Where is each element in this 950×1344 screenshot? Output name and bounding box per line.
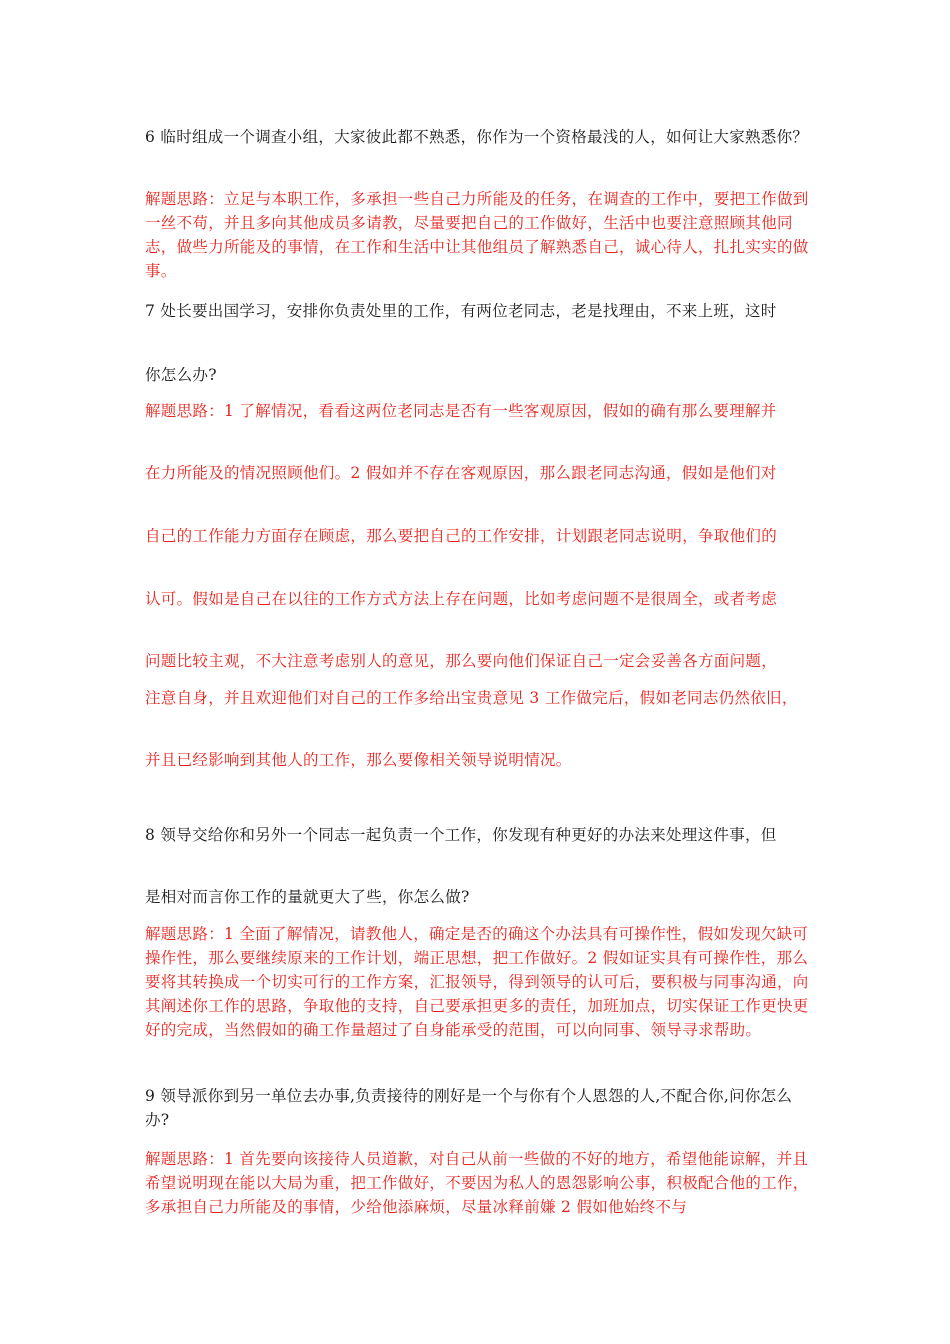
answer-7-line-7: 并且已经影响到其他人的工作，那么要像相关领导说明情况。 [145,751,572,769]
answer-9: 解题思路：1 首先要向该接待人员道歉，对自己从前一些做的不好的地方，希望他能谅解，并且希望说明现在能以大局为重，把工作做好，不要因为私人的恩怨影响公事，积极配合他的工作，多承担自己力所能及的事情，少给他添麻烦，尽量冰释前嫌 2 假如他始终不与 [145,1150,809,1216]
question-8-line-2: 是相对而言你工作的量就更大了些，你怎么做? [145,888,470,906]
question-6: 6 临时组成一个调查小组，大家彼此都不熟悉，你作为一个资格最浅的人，如何让大家熟悉你？ [145,128,809,146]
answer-8: 解题思路：1 全面了解情况，请教他人，确定是否的确这个办法具有可操作性，假如发现欠缺可操作性，那么要继续原来的工作计划，端正思想，把工作做好。2 假如证实具有可操作性，那么要将其转换成一个切实可行的工作方案，汇报领导，得到领导的认可后，要积极与同事沟通，向其阐述你工作的思路，争取他的支持，自己要承担更多的责任，加班加点，切实保证工作更快更好的完成，当然假如的确工作量超过了自身能承受的范围，可以向同事、领导寻求帮助。 [145,925,809,1039]
answer-7-line-4: 认可。假如是自己在以往的工作方式方法上存在问题，比如考虑问题不是很周全，或者考虑 [145,590,778,608]
answer-7-line-1: 解题思路：1 了解情况，看看这两位老同志是否有一些客观原因，假如的确有那么要理解并 [145,402,777,420]
question-8-line-1: 8 领导交给你和另外一个同志一起负责一个工作，你发现有种更好的办法来处理这件事，但 [145,826,777,844]
answer-6: 解题思路：立足与本职工作，多承担一些自己力所能及的任务，在调查的工作中，要把工作做到一丝不苟，并且多向其他成员多请教，尽量要把自己的工作做好，生活中也要注意照顾其他同志，做些力所能及的事情，在工作和生活中让其他组员了解熟悉自己，诚心待人，扎扎实实的做事。 [145,190,809,280]
question-7-line-2: 你怎么办? [145,366,217,384]
answer-7-line-5: 问题比较主观，不大注意考虑别人的意见，那么要向他们保证自己一定会妥善各方面问题， [145,652,778,670]
answer-7-line-3: 自己的工作能力方面存在顾虑，那么要把自己的工作安排，计划跟老同志说明，争取他们的 [145,527,778,545]
question-9: 9 领导派你到另一单位去办事,负责接待的刚好是一个与你有个人恩怨的人,不配合你,问你怎么办? [145,1087,793,1129]
answer-7-line-2: 在力所能及的情况照顾他们。2 假如并不存在客观原因，那么跟老同志沟通，假如是他们对 [145,464,777,482]
answer-7-line-6: 注意自身，并且欢迎他们对自己的工作多给出宝贵意见 3 工作做完后，假如老同志仍然依旧， [145,689,798,707]
question-7-line-1: 7 处长要出国学习，安排你负责处里的工作，有两位老同志，老是找理由，不来上班，这时 [145,302,777,320]
